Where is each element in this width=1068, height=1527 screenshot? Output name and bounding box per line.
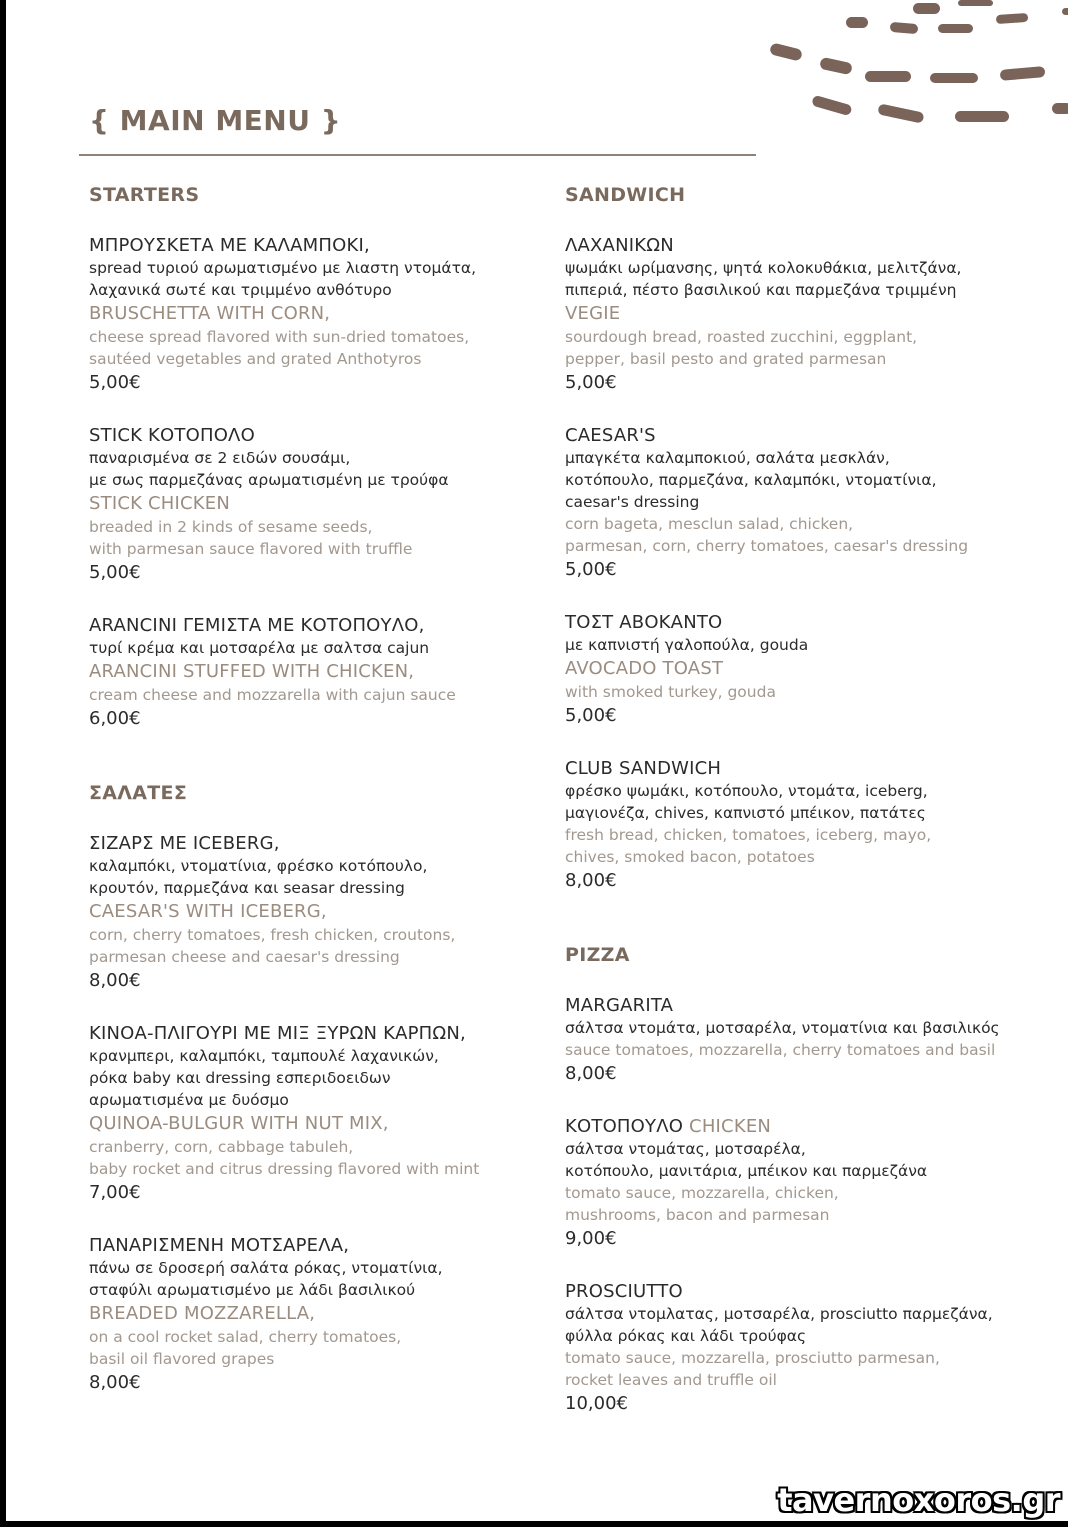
decorative-brush-strokes-icon [760,0,1068,140]
item-english-description: tomato sauce, mozzarella, chicken, mushrooms, bacon and parmesan [565,1184,839,1224]
item-english-name: CHICKEN [689,1116,772,1137]
watermark: tavernoxoros.gr [777,1481,1060,1519]
item-price: 5,00€ [89,372,141,393]
item-english-name: VEGIE [565,303,621,324]
item-name-line [565,1116,1055,1138]
section-title: SANDWICH [565,184,686,206]
left-border [0,0,6,1527]
item-price: 9,00€ [565,1228,617,1249]
item-price: 8,00€ [565,870,617,891]
item-english-name: BRUSCHETTA WITH CORN, [89,303,331,324]
item-english-name: AVOCADO TOAST [565,658,724,679]
item-price: 5,00€ [89,562,141,583]
item-english-description: sauce tomatoes, mozzarella, cherry tomatoes and basil [565,1041,996,1059]
item-greek-description: σάλτσα ντομάτας, μοτσαρέλα, κοτόπουλο, μανιτάρια, μπέικον και παρμεζάνα [565,1140,928,1180]
item-greek-name: ΤΟΣΤ ΑΒΟΚΑΝΤΟ [565,612,723,633]
item-price: 8,00€ [89,1372,141,1393]
menu-item [89,235,569,396]
item-greek-description: καλαμπόκι, ντοματίνια, φρέσκο κοτόπουλο, κρουτόν, παρμεζάνα και seasar dressing [89,857,428,897]
menu-item [565,235,1055,396]
item-greek-name: ΚΟΤΟΠΟΥΛΟ [565,1116,684,1137]
item-english-description: sourdough bread, roasted zucchini, eggplant, pepper, basil pesto and grated parmesan [565,328,918,368]
menu-item [565,758,1055,894]
item-price: 8,00€ [89,970,141,991]
item-english-name: QUINOA-BULGUR WITH NUT MIX, [89,1113,389,1134]
section-title: PIZZA [565,944,630,966]
item-price: 7,00€ [89,1182,141,1203]
item-greek-description: πάνω σε δροσερή σαλάτα ρόκας, ντοματίνια, σταφύλι αρωματισμένο με λάδι βασιλικού [89,1259,443,1299]
bottom-border [0,1521,1068,1527]
item-greek-name: ΠΑΝΑΡΙΣΜΕΝΗ ΜΟΤΣΑΡΕΛΑ, [89,1235,350,1256]
item-price: 6,00€ [89,708,141,729]
item-greek-description: φρέσκο ψωμάκι, κοτόπουλο, ντομάτα, iceberg, μαγιονέζα, chives, καπνιστό μπέικον, πατάτες [565,782,928,822]
menu-item [565,612,1055,729]
menu-item [89,833,569,994]
item-english-description: corn bageta, mesclun salad, chicken, parmesan, corn, cherry tomatoes, caesar's dressing [565,515,969,555]
item-greek-description: σάλτσα ντομάτα, μοτσαρέλα, ντοματίνια και βασιλικός [565,1019,1000,1037]
menu-item [565,425,1055,583]
item-english-description: cranberry, corn, cabbage tabuleh, baby rocket and citrus dressing flavored with mint [89,1138,480,1178]
item-price: 5,00€ [565,372,617,393]
page-title: { MAIN MENU } [89,104,342,137]
section-title: STARTERS [89,184,200,206]
menu-item [89,1023,569,1206]
item-greek-name: ARANCINI ΓΕΜΙΣΤΑ ΜΕ ΚΟΤΟΠΟΥΛΟ, [89,615,425,636]
menu-item [89,1235,569,1396]
item-greek-description: spread τυριού αρωματισμένο με λιαστη ντομάτα, λαχανικά σωτέ και τριμμένο ανθότυρο [89,259,477,299]
item-greek-name: CAESAR'S [565,425,656,446]
item-greek-description: σάλτσα ντομλατας, μοτσαρέλα, prosciutto παρμεζάνα, φύλλα ρόκας και λάδι τρούφας [565,1305,993,1345]
item-greek-name: PROSCIUTTO [565,1281,683,1302]
item-greek-description: με καπνιστή γαλοπούλα, gouda [565,636,809,654]
item-price: 5,00€ [565,705,617,726]
item-english-description: breaded in 2 kinds of sesame seeds, with parmesan sauce flavored with truffle [89,518,413,558]
item-price: 10,00€ [565,1393,628,1414]
item-price: 5,00€ [565,559,617,580]
item-english-description: cheese spread flavored with sun-dried tomatoes, sautéed vegetables and grated Anthotyros [89,328,470,368]
item-greek-description: κρανμπερι, καλαμπόκι, ταμπουλέ λαχανικών, ρόκα baby και dressing εσπεριδοειδων αρωματισμένα με δυόσμο [89,1047,439,1109]
item-english-description: corn, cherry tomatoes, fresh chicken, croutons, parmesan cheese and caesar's dressing [89,926,456,966]
item-greek-description: ψωμάκι ωρίμανσης, ψητά κολοκυθάκια, μελιτζάνα, πιπεριά, πέστο βασιλικού και παρμεζάνα τριμμένη [565,259,962,299]
item-english-name: CAESAR'S WITH ICEBERG, [89,901,327,922]
section-starters [89,183,569,732]
title-divider [79,154,756,156]
item-greek-name: CLUB SANDWICH [565,758,722,779]
item-greek-description: τυρί κρέμα και μοτσαρέλα με σαλτσα cajun [89,639,430,657]
item-greek-name: MARGARITA [565,995,674,1016]
section-title: ΣΑΛΑΤΕΣ [89,782,188,804]
item-english-description: on a cool rocket salad, cherry tomatoes, basil oil flavored grapes [89,1328,402,1368]
menu-item [565,1116,1055,1252]
item-greek-description: μπαγκέτα καλαμποκιού, σαλάτα μεσκλάν, κοτόπουλο, παρμεζάνα, καλαμπόκι, ντοματίνια, caesar's dressing [565,449,937,511]
item-english-description: fresh bread, chicken, tomatoes, iceberg, mayo, chives, smoked bacon, potatoes [565,826,932,866]
item-greek-name: STICK ΚΟΤΟΠΟΛΟ [89,425,255,446]
left-column [89,183,569,1425]
item-greek-name: ΚΙΝΟΑ-ΠΛΙΓΟΥΡΙ ΜΕ ΜΙΞ ΞΥΡΩΝ ΚΑΡΠΩΝ, [89,1023,466,1044]
item-english-name: BREADED MOZZARELLA, [89,1303,316,1324]
item-greek-name: ΣΙΖΑΡΣ ΜΕ ICEBERG, [89,833,280,854]
item-greek-name: ΛΑΧΑΝΙΚΩΝ [565,235,674,256]
section-sandwich [565,183,1055,894]
section-salads [89,781,569,1396]
item-english-name: ARANCINI STUFFED WITH CHICKEN, [89,661,415,682]
item-english-description: with smoked turkey, gouda [565,683,776,701]
item-english-description: cream cheese and mozzarella with cajun sauce [89,686,456,704]
right-column [565,183,1055,1446]
menu-item [89,425,569,586]
item-english-description: tomato sauce, mozzarella, prosciutto parmesan, rocket leaves and truffle oil [565,1349,940,1389]
item-greek-description: παναρισμένα σε 2 ειδών σουσάμι, με σως παρμεζάνας αρωματισμένη με τρούφα [89,449,449,489]
section-pizza [565,943,1055,1417]
item-greek-name: ΜΠΡΟΥΣΚΕΤΑ ΜΕ ΚΑΛΑΜΠΟΚΙ, [89,235,370,256]
menu-item [89,615,569,732]
menu-item [565,1281,1055,1417]
menu-item [565,995,1055,1087]
item-price: 8,00€ [565,1063,617,1084]
item-english-name: STICK CHICKEN [89,493,231,514]
